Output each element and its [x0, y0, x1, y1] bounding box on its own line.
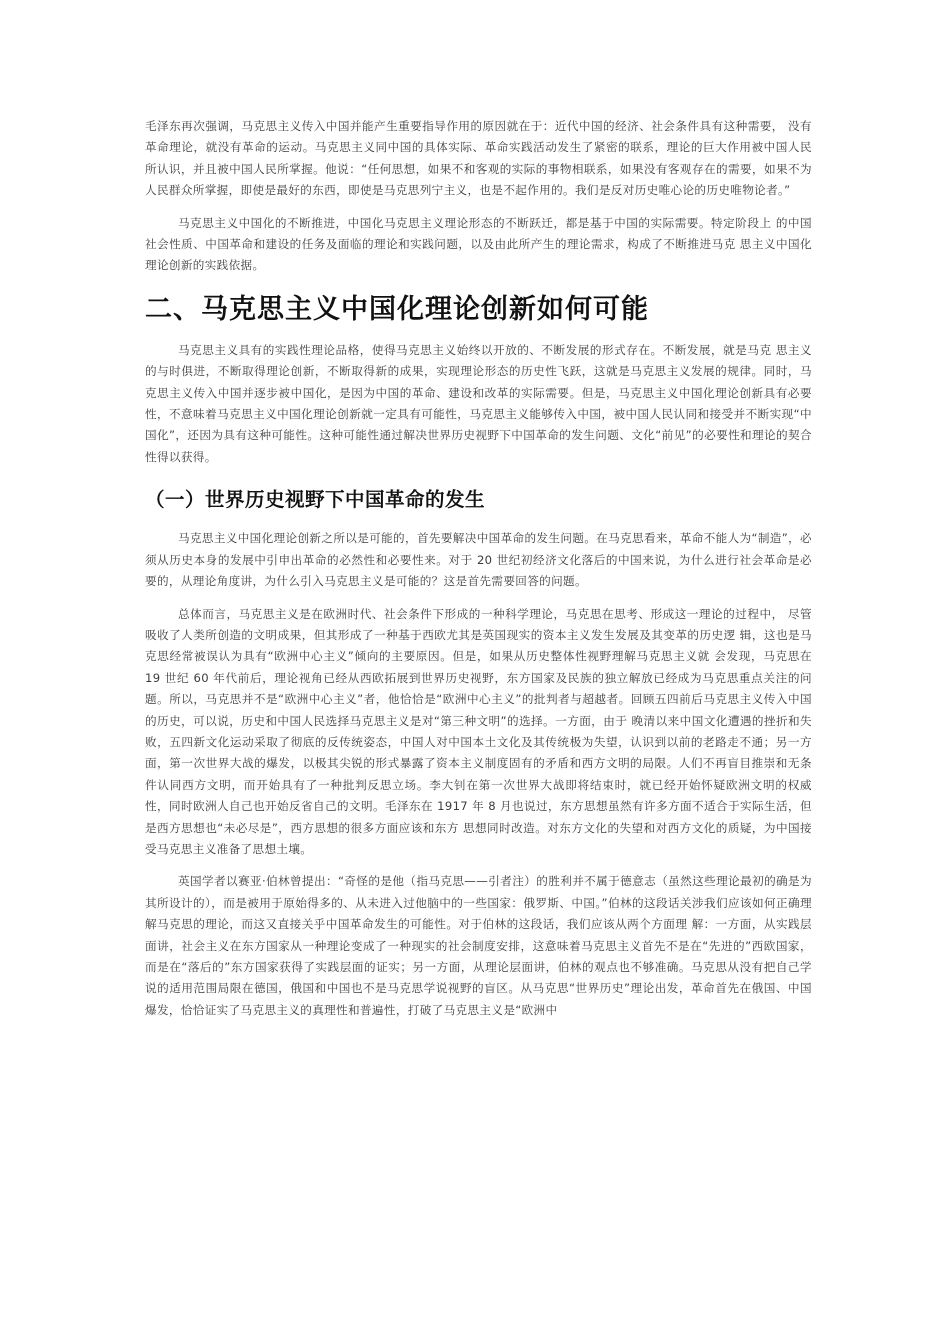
subsection-paragraph-1: 马克思主义中国化理论创新之所以是可能的，首先要解决中国革命的发生问题。在马克思看来，革命不能人为“制造”，必须从历史本身的发展中引申出革命的必然性和必要性来。对于 20 世纪初经济文化落后的中国来说，为什么进行社会革命是必要的，从理论角度讲，为什么引入马克思主义是可能的？这是首先需要回答的问题。: [145, 531, 812, 589]
subsection-paragraph-2: 总体而言，马克思主义是在欧洲时代、社会条件下形成的一种科学理论，马克思在思考、形成这一理论的过程中， 尽管吸收了人类所创造的文明成果，但其形成了一种基于西欧尤其是英国现实的资本主义发生发展及其变革的历史逻 辑，这也是马克思经常被误认为具有“欧洲中心主义”倾向的主要原因。但是，如果从历史整体性视野理解马克思主义就 会发现，马克思在 19 世纪 60 年代前后，理论视角已经从西欧拓展到世界历史视野，东方国家及民族的独立解放已经成为马克思重点关注的问题。所以，马克思并不是“欧洲中心主义”者，他恰恰是“欧洲中心主义”的批判者与超越者。回顾五四前后马克思主义传入中国的历史，可以说，历史和中国人民选择马克思主义是对“第三种文明”的选择。一方面，由于 晚清以来中国文化遭遇的挫折和失败，五四新文化运动采取了彻底的反传统姿态，中国人对中国本土文化及其传统极为失望，认识到以前的老路走不通；另一方面，第一次世界大战的爆发，以极其尖锐的形式暴露了资本主义制度固有的矛盾和西方文明的局限。人们不再盲目推崇和无条件认同西方文明，而开始具有了一种批判反思立场。李大钊在第一次世界大战即将结束时，就已经开始怀疑欧洲文明的权威性，同时欧洲人自己也开始反省自己的文明。毛泽东在 1917 年 8 月也说过，东方思想虽然有许多方面不适合于实际生活，但是西方思想也“未必尽是”，西方思想的很多方面应该和东方 思想同时改造。对东方文化的失望和对西方文化的质疑，为中国接受马克思主义准备了思想土壤。: [145, 606, 812, 856]
section-heading: 二、马克思主义中国化理论创新如何可能: [145, 293, 649, 325]
subsection-paragraph-3: 英国学者以赛亚·伯林曾提出：“奇怪的是他（指马克思——引者注）的胜利并不属于德意志（虽然这些理论最初的确是为其所设计的），而是被用于原始得多的、从未进入过他脑中的一些国家：俄罗斯、中国。”伯林的这段话关涉我们应该如何正确理解马克思的理论，而这又直接关乎中国革命发生的可能性。对于伯林的这段话，我们应该从两个方面理 解：一方面，从实践层面讲，社会主义在东方国家从一种理论变成了一种现实的社会制度安排，这意味着马克思主义首先不是在“先进的”西欧国家，而是在“落后的”东方国家获得了实践层面的证实；另一方面，从理论层面讲，伯林的观点也不够准确。马克思从没有把自己学说的适用范围局限在德国，俄国和中国也不是马克思学说视野的盲区。从马克思“世界历史”理论出发，革命首先在俄国、中国爆发，恰恰证实了马克思主义的真理性和普遍性，打破了马克思主义是“欧洲中: [145, 874, 812, 1017]
intro-paragraph-2: 马克思主义中国化的不断推进，中国化马克思主义理论形态的不断跃迁，都是基于中国的实际需要。特定阶段上 的中国社会性质、中国革命和建设的任务及面临的理论和实践问题，以及由此所产生的理论需求，构成了不断推进马克 思主义中国化理论创新的实践依据。: [145, 215, 812, 273]
document-page: [145, 116, 812, 1021]
section-paragraph-1: 马克思主义具有的实践性理论品格，使得马克思主义始终以开放的、不断发展的形式存在。不断发展，就是马克 思主义的与时俱进，不断取得理论创新，不断取得新的成果，实现理论形态的历史性飞跃，这就是马克思主义发展的规律。同时，马克思主义传入中国并逐步被中国化，是因为中国的革命、建设和改革的实际需要。但是，马克思主义中国化理论创新具有必要性，不意味着马克思主义中国化理论创新就一定具有可能性，马克思主义能够传入中国，被中国人民认同和接受并不断实现“中国化”，还因为具有这种可能性。这种可能性通过解决世界历史视野下中国革命的发生问题、文化“前见”的必要性和理论的契合性得以获得。: [145, 342, 812, 464]
intro-paragraph-1: 毛泽东再次强调，马克思主义传入中国并能产生重要指导作用的原因就在于：近代中国的经济、社会条件具有这种需要， 没有革命理论，就没有革命的运动。马克思主义同中国的具体实际、革命实践活动发生了紧密的联系，理论的巨大作用被中国人民所认识，并且被中国人民所掌握。他说：“任何思想，如果不和客观的实际的事物相联系，如果没有客观存在的需要，如果不为人民群众所掌握，即使是最好的东西，即使是马克思列宁主义，也是不起作用的。我们是反对历史唯心论的历史唯物论者。”: [145, 119, 812, 198]
subsection-heading: （一）世界历史视野下中国革命的发生: [145, 488, 486, 512]
